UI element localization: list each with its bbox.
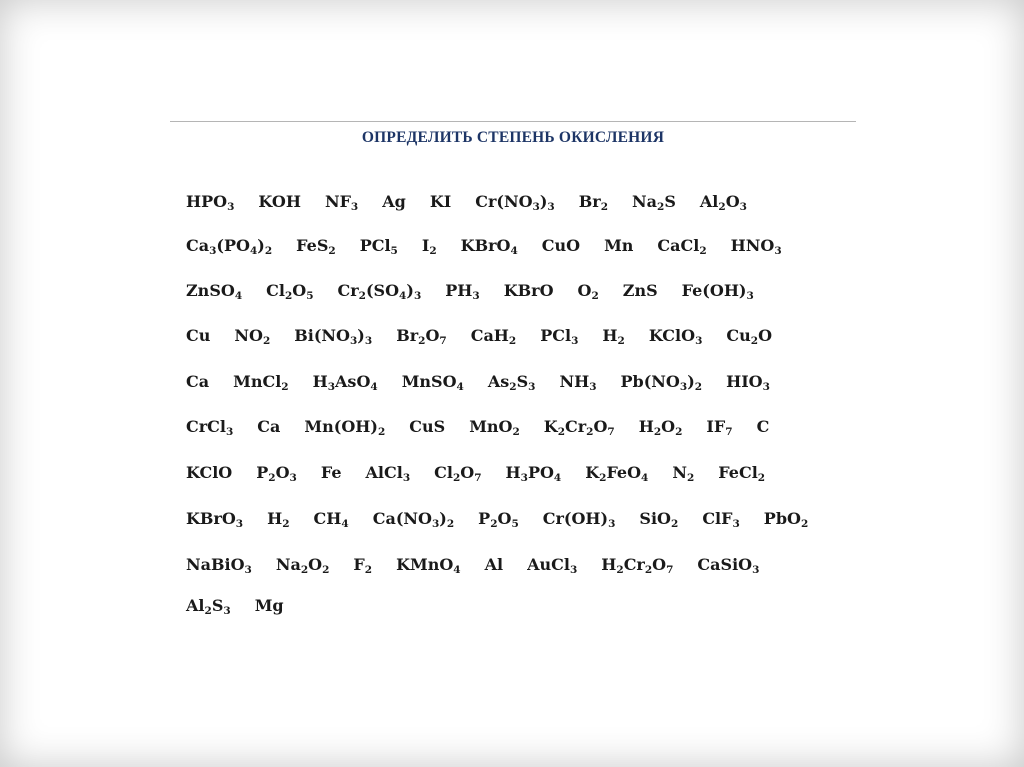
formula: $Br_2$ [578,192,608,213]
formula: $K_2Cr_2O_7$ [543,417,615,438]
formula: $HNO_3$ [730,236,782,257]
formula: $Mn(OH)_2$ [304,417,386,438]
formula: NaBiO$_3$ [186,555,252,576]
formula-row [186,192,771,218]
formula: CaCl$_2$ [657,236,707,257]
formula: MnSO$_4$ [401,372,464,393]
formula: $F_2$ [353,555,373,576]
formula: FeS$_2$ [296,236,336,257]
formula: CaSiO$_3$ [697,555,760,576]
formula-row [186,596,308,622]
formula: $As_2S_3$ [487,372,536,393]
formula: KOH [258,192,301,211]
formula: $CH_4$ [313,509,349,530]
formula: CuS [409,417,446,436]
formula: Ca [257,417,281,436]
formula: Fe [320,463,342,482]
formula: KClO [186,463,233,482]
formula-row [186,463,789,489]
formula: $H_2Cr_2O_7$ [601,555,674,576]
formula: $NF_3$ [324,192,359,213]
formula: $P_2O_5$ [478,509,519,530]
formula: SiO$_2$ [639,509,679,530]
formula: KBrO$_3$ [186,509,244,530]
formula: CaH$_2$ [470,326,517,347]
formula: Ag [382,192,406,211]
formula: $Na_2O_2$ [275,555,330,576]
formula: $Al_2O_3$ [699,192,747,213]
formula: PbO$_2$ [763,509,809,530]
formula: $Ca(NO_3)_2$ [372,509,455,530]
formula: PCl$_3$ [540,326,579,347]
formula: $Cl_2O_5$ [266,281,314,302]
formula: $Br_2O_7$ [396,326,447,347]
formula-row [186,281,778,307]
formula: MnCl$_2$ [233,372,289,393]
formula: $Al_2S_3$ [186,596,231,617]
formula: KMnO$_4$ [396,555,461,576]
formula: $N_2$ [672,463,695,484]
formula: $HPO_3$ [186,192,235,213]
formula-row [186,236,806,262]
formula: MnO$_2$ [469,417,520,438]
formula: CrCl$_3$ [186,417,234,438]
formula: $IF_7$ [706,417,733,438]
formula: Cu [186,326,211,345]
formula: ClF$_3$ [702,509,740,530]
formula: $P_2O_3$ [256,463,297,484]
formula: Ca [186,372,210,391]
formula: ZnSO$_4$ [186,281,243,302]
formula: $H_2$ [602,326,625,347]
formula: $Bi(NO_3)_3$ [294,326,373,347]
formula: $Fe(OH)_3$ [681,281,754,302]
formula: $H_3AsO_4$ [312,372,378,393]
formula: $K_2FeO_4$ [585,463,649,484]
divider-line [170,121,856,122]
formula: $HIO_3$ [726,372,770,393]
formula: $H_3PO_4$ [505,463,562,484]
formula: $H_2O_2$ [638,417,683,438]
formula: AuCl$_3$ [527,555,578,576]
formula: $Cl_2O_7$ [434,463,482,484]
formula: $I_2$ [421,236,437,257]
formula: $Cr(OH)_3$ [542,509,616,530]
formula: FeCl$_2$ [718,463,766,484]
formula: C [756,417,770,436]
formula: KBrO$_4$ [460,236,518,257]
formula: $NH_3$ [559,372,597,393]
formula: $Cr_2(SO_4)_3$ [337,281,422,302]
formula: KClO$_3$ [648,326,703,347]
formula: $Cr(NO_3)_3$ [475,192,555,213]
formula: PCl$_5$ [359,236,398,257]
formula: $NO_2$ [234,326,271,347]
formula: $H_2$ [267,509,290,530]
formula-row [186,417,793,443]
formula-row [186,509,832,535]
formula: $O_2$ [577,281,599,302]
formula: $Ca_3(PO_4)_2$ [186,236,273,257]
formula: Al [484,555,504,574]
formula-row [186,555,783,581]
formula: $Pb(NO_3)_2$ [620,372,703,393]
formula: $Na_2S$ [632,192,676,213]
formula: ZnS [622,281,658,300]
formula: CuO [541,236,581,255]
formula-row [186,372,794,398]
formula: Mg [254,596,284,615]
page-title: ОПРЕДЕЛИТЬ СТЕПЕНЬ ОКИСЛЕНИЯ [361,129,665,146]
formula: KBrO [503,281,554,300]
formula: Mn [604,236,634,255]
formula-row [186,326,796,352]
formula: KI [429,192,452,211]
formula: $Cu_2O$ [726,326,772,347]
formula: AlCl$_3$ [365,463,411,484]
formula: $PH_3$ [445,281,480,302]
